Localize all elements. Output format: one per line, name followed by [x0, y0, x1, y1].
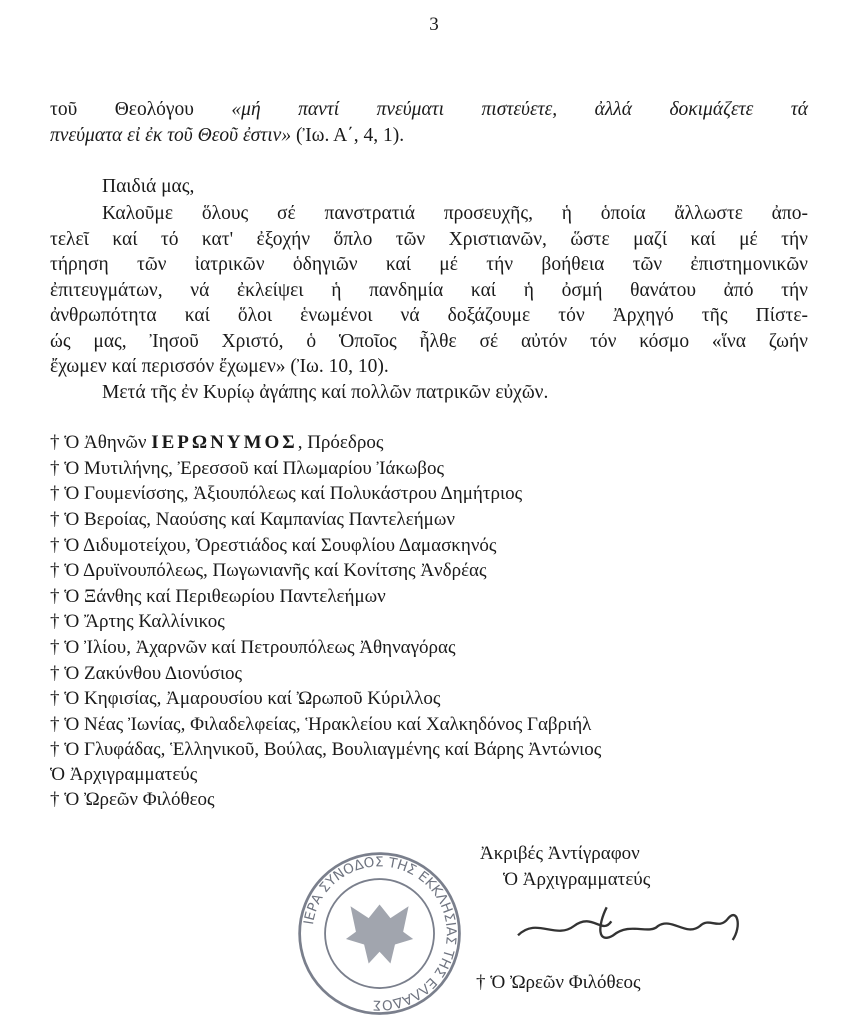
text: τοῦ Θεολόγου	[50, 99, 232, 120]
text: † Ὁ Ἀθηνῶν	[50, 432, 152, 453]
signatory: † Ὁ Μυτιλήνης, Ἐρεσσοῦ καί Πλωμαρίου Ἰάκωβος	[50, 458, 444, 479]
paragraph2-line: ἔχωμεν καί περισσόν ἔχωμεν» (Ἰω. 10, 10).	[50, 356, 389, 377]
secretary-title: Ὁ Ἀρχιγραμματεύς	[50, 764, 198, 785]
reference: (Ἰω. Α΄, 4, 1).	[291, 125, 405, 146]
signatory: † Ὁ Διδυμοτείχου, Ὀρεστιάδος καί Σουφλίου Δαμασκηνός	[50, 535, 497, 556]
signatory: † Ὁ Ζακύνθου Διονύσιος	[50, 663, 243, 684]
paragraph2-line: ἐπιτευγμάτων, νά ἐκλείψει ἡ πανδημία καί ἡ ὀσμή θανάτου ἀπό τήν	[50, 280, 808, 301]
certification-line1: Ἀκριβές Ἀντίγραφον	[480, 843, 640, 864]
signatory: † Ὁ Δρυϊνουπόλεως, Πωγωνιανῆς καί Κονίτσης Ἀνδρέας	[50, 560, 487, 581]
certification-signer: † Ὁ Ὠρεῶν Φιλόθεος	[476, 972, 641, 993]
paragraph2-line: τελεῖ καί τό κατ' ἐξοχήν ὅπλο τῶν Χριστιανῶν, ὥστε μαζί καί μέ τήν	[50, 229, 808, 250]
paragraph1-line2	[50, 124, 808, 148]
secretary: † Ὁ Ὠρεῶν Φιλόθεος	[50, 789, 215, 810]
signatory: † Ὁ Ξάνθης καί Περιθεωρίου Παντελεήμων	[50, 586, 386, 607]
signatory: † Ὁ Νέας Ἰωνίας, Φιλαδελφείας, Ἡρακλείου καί Χαλκηδόνος Γαβριήλ	[50, 714, 592, 735]
seal-ring-text: ΙΕΡΑ ΣΥΝΟΔΟΣ ΤΗΣ ΕΚΚΛΗΣΙΑΣ ΤΗΣ ΕΛΛΑΔΟΣ	[300, 854, 459, 1013]
signatory: † Ὁ Κηφισίας, Ἀμαρουσίου καί Ὠρωποῦ Κύριλλος	[50, 688, 441, 709]
paragraph2-line: ώς μας, Ἰησοῦ Χριστό, ὁ Ὁποῖος ἦλθε σέ αὐτόν τόν κόσμο «ἵνα ζωήν	[50, 331, 808, 352]
signatory: † Ὁ Βεροίας, Ναούσης καί Καμπανίας Παντελεήμων	[50, 509, 455, 530]
page-number: 3	[429, 14, 439, 35]
closing: Μετά τῆς ἐν Κυρίῳ ἀγάπης καί πολλῶν πατρικῶν εὐχῶν.	[102, 382, 549, 403]
paragraph2-line: ἀνθρωπότητα καί ὅλοι ἑνωμένοι νά δοξάζουμε τόν Ἀρχηγό τῆς Πίστε-	[50, 305, 808, 326]
double-headed-eagle-icon	[346, 904, 413, 963]
greeting: Παιδιά μας,	[102, 176, 195, 197]
signatory: † Ὁ Γουμενίσσης, Ἀξιουπόλεως καί Πολυκάστρου Δημήτριος	[50, 483, 523, 504]
paragraph2-line: τήρηση τῶν ἰατρικῶν ὁδηγιῶν καί μέ τήν βοήθεια τῶν ἐπιστημονικῶν	[50, 254, 808, 275]
signatory: † Ὁ Ἄρτης Καλλίνικος	[50, 611, 225, 632]
signatory: † Ὁ Ἰλίου, Ἀχαρνῶν καί Πετρουπόλεως Ἀθηναγόρας	[50, 637, 456, 658]
quote: πνεύματα εἰ ἐκ τοῦ Θεοῦ ἐστιν»	[50, 125, 292, 146]
quote: «μή παντί πνεύματι πιστεύετε, ἀλλά δοκιμάζετε τά	[231, 99, 808, 120]
paragraph2-line: Καλοῦμε ὅλους σέ πανστρατιά προσευχῆς, ἡ ὁποία ἄλλωστε ἀπο-	[102, 203, 808, 224]
signatory: † Ὁ Γλυφάδας, Ἑλληνικοῦ, Βούλας, Βουλιαγμένης καί Βάρης Ἀντώνιος	[50, 739, 602, 760]
text: , Πρόεδρος	[297, 432, 384, 453]
paragraph1-line1	[50, 98, 808, 122]
signatory-president	[50, 431, 383, 455]
name: ΙΕΡΩΝΥΜΟΣ	[151, 432, 298, 453]
synod-seal-stamp	[296, 850, 464, 1018]
certification-line2: Ὁ Ἀρχιγραμματεύς	[503, 869, 651, 890]
handwritten-signature	[500, 898, 760, 954]
